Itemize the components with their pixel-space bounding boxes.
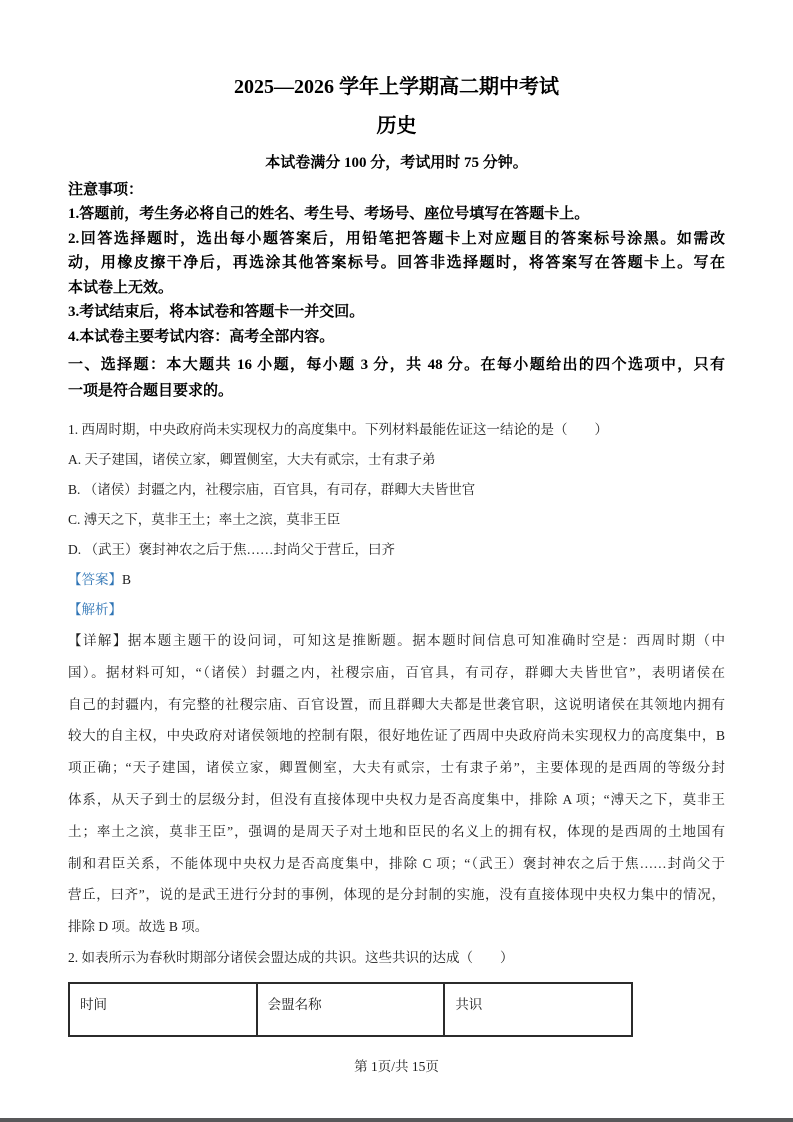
table-header-time: 时间 bbox=[69, 983, 257, 1036]
notice-line: 本试卷上无效。 bbox=[68, 279, 174, 296]
analysis-label: 【解析】 bbox=[68, 602, 122, 617]
table-header-consensus: 共识 bbox=[444, 983, 632, 1036]
table-header-alliance-name: 会盟名称 bbox=[257, 983, 445, 1036]
answer-value: B bbox=[122, 572, 132, 587]
detail-line: 较大的自主权，中央政府对诸侯领地的控制有限，很好地佐证了西周中央政府尚未实现权力的高度集中，B bbox=[68, 728, 725, 744]
question-2-stem: 2. 如表所示为春秋时期部分诸侯会盟达成的共识。这些共识的达成（ ） bbox=[68, 949, 514, 965]
section-heading bbox=[68, 352, 725, 404]
table-header-row bbox=[69, 983, 632, 1036]
question-1 bbox=[68, 415, 725, 943]
question-1-option-a: A. 天子建国，诸侯立家，卿置侧室，大夫有贰宗，士有隶子弟 bbox=[68, 452, 436, 467]
detail-line: 【详解】据本题主题干的设问词，可知这是推断题。据本题时间信息可知准确时空是：西周时期（中 bbox=[68, 633, 725, 648]
question-1-stem: 1. 西周时期，中央政府尚未实现权力的高度集中。下列材料最能佐证这一结论的是（ ） bbox=[68, 422, 608, 437]
notice-line: 动，用橡皮擦干净后，再选涂其他答案标号。回答非选择题时，将答案写在答题卡上。写在 bbox=[68, 255, 725, 271]
question-1-option-c: C. 溥天之下，莫非王土；率土之滨，莫非王臣 bbox=[68, 512, 341, 527]
detail-line: 自己的封疆内，有完整的社稷宗庙、百官设置，而且群卿大夫都是世袭官职，这说明诸侯在其领地内拥有 bbox=[68, 696, 725, 712]
question-1-option-d: D. （武王）褒封神农之后于焦……封尚父于营丘，曰齐 bbox=[68, 542, 395, 557]
page-footer: 第 1页/共 15页 bbox=[354, 1058, 439, 1074]
answer-label: 【答案】 bbox=[68, 572, 122, 587]
exam-meta-line: 本试卷满分 100 分，考试用时 75 分钟。 bbox=[265, 155, 528, 171]
page-content bbox=[0, 74, 793, 1077]
page-title: 2025—2026 学年上学期高二期中考试 bbox=[234, 76, 559, 98]
detail-line: 体系，从天子到士的层级分封，但没有直接体现中央权力是否高度集中，排除 A 项；“溥天之下，莫非王 bbox=[68, 791, 725, 807]
notices-section bbox=[68, 178, 725, 349]
question-2 bbox=[68, 943, 725, 1037]
detail-line: 土；率土之滨，莫非王臣”，强调的是周天子对土地和臣民的名义上的拥有权，体现的是西周的土地国有 bbox=[68, 823, 725, 839]
detail-line: 项正确；“天子建国，诸侯立家，卿置侧室，大夫有贰宗，士有隶子弟”，主要体现的是西周的等级分封 bbox=[68, 760, 725, 776]
section-heading-line: 一、选择题：本大题共 16 小题，每小题 3 分，共 48 分。在每小题给出的四个选项中，只有 bbox=[68, 357, 725, 373]
analysis-line bbox=[68, 595, 725, 625]
section-heading-line: 一项是符合题目要求的。 bbox=[68, 383, 234, 399]
consensus-table bbox=[68, 982, 633, 1037]
subject-title: 历史 bbox=[376, 115, 417, 137]
detail-explanation bbox=[68, 625, 725, 943]
page-bottom-edge bbox=[0, 1118, 793, 1122]
notice-line: 2.回答选择题时，选出每小题答案后，用铅笔把答题卡上对应题目的答案标号涂黑。如需改 bbox=[68, 230, 725, 247]
notice-line: 1.答题前，考生务必将自己的姓名、考生号、考场号、座位号填写在答题卡上。 bbox=[68, 206, 590, 222]
notice-line: 4.本试卷主要考试内容：高考全部内容。 bbox=[68, 328, 335, 345]
notices-heading: 注意事项： bbox=[68, 182, 144, 198]
notice-line: 3.考试结束后，将本试卷和答题卡一并交回。 bbox=[68, 304, 365, 320]
detail-line: 制和君臣关系，不能体现中央权力是否高度集中，排除 C 项；“（武王）褒封神农之后于焦……封尚父于 bbox=[68, 855, 725, 871]
detail-line: 国）。据材料可知，“（诸侯）封疆之内，社稷宗庙，百官具，有司存，群卿大夫皆世官”，表明诸侯在 bbox=[68, 664, 725, 680]
detail-line: 营丘，曰齐”，说的是武王进行分封的事例，体现的是分封制的实施，没有直接体现中央权力集中的情况， bbox=[68, 887, 725, 903]
question-1-option-b: B. （诸侯）封疆之内，社稷宗庙，百官具，有司存，群卿大夫皆世官 bbox=[68, 482, 476, 497]
detail-line: 排除 D 项。故选 B 项。 bbox=[68, 919, 209, 935]
answer-line bbox=[68, 565, 725, 595]
